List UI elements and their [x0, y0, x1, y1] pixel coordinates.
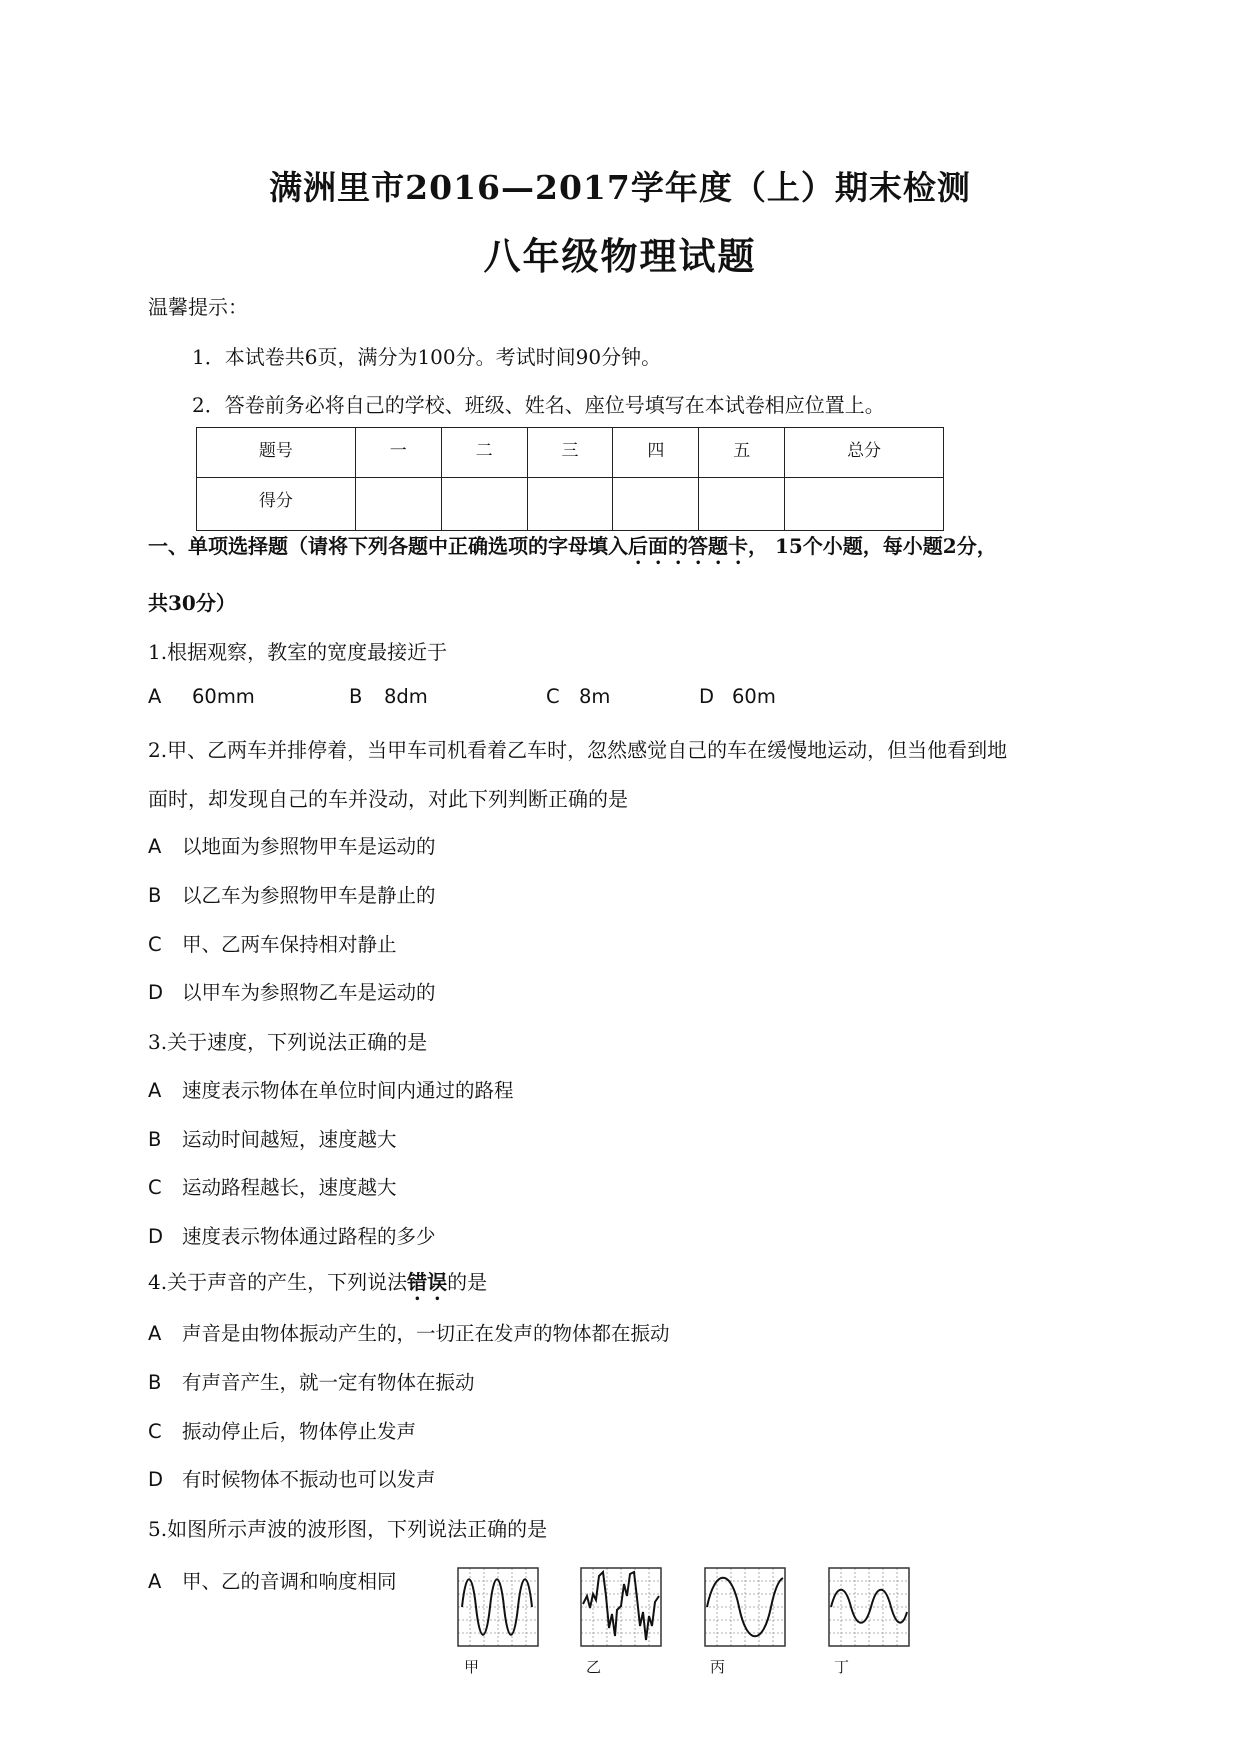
- option-text: 有时候物体不振动也可以发声: [182, 1468, 436, 1491]
- section1-heading-part2: ， 15个小题，每小题2分，: [748, 534, 997, 558]
- score-table-score-row: [197, 478, 944, 531]
- score-cell: 总分: [785, 428, 944, 478]
- option-text: 运动时间越短，速度越大: [182, 1128, 397, 1151]
- option-text: 有声音产生，就一定有物体在振动: [182, 1371, 475, 1394]
- question-2-option-d: [148, 977, 436, 1005]
- waveform-label-ding: 丁: [834, 1658, 850, 1676]
- score-entry-cell[interactable]: [441, 478, 527, 531]
- question-3-option-b: [148, 1124, 397, 1152]
- waveform-bing-figure: [703, 1566, 787, 1648]
- waveform-label-yi: 乙: [586, 1658, 602, 1676]
- question-5-stem: 5.如图所示声波的波形图，下列说法正确的是: [148, 1517, 548, 1541]
- question-3-option-a: [148, 1075, 514, 1103]
- option-letter: D: [699, 685, 715, 708]
- score-cell: 得分: [197, 478, 356, 531]
- question-3-option-d: [148, 1221, 436, 1249]
- option-text: 速度表示物体通过路程的多少: [182, 1225, 436, 1248]
- section1-heading-line2: 共30分）: [148, 591, 236, 615]
- waveform-jia-figure: [456, 1566, 540, 1648]
- score-entry-cell[interactable]: [613, 478, 699, 531]
- question-1-options: [148, 685, 848, 715]
- option-letter: B: [148, 1128, 162, 1151]
- exam-title: 满洲里市2016—2017学年度（上）期末检测: [269, 168, 971, 207]
- section1-heading-emphasis: 后面的答题卡: [628, 534, 748, 558]
- score-entry-cell[interactable]: [527, 478, 613, 531]
- score-cell: 四: [613, 428, 699, 478]
- question-4-option-c: [148, 1416, 416, 1444]
- question-4-stem: [148, 1266, 487, 1305]
- waveform-label-jia: 甲: [464, 1658, 480, 1676]
- score-cell: 三: [527, 428, 613, 478]
- option-letter: C: [148, 1420, 162, 1443]
- option-text: 以甲车为参照物乙车是运动的: [182, 981, 436, 1004]
- tips-heading: 温馨提示：: [148, 295, 248, 319]
- question-5-option-a: [148, 1566, 397, 1594]
- score-cell: 一: [355, 428, 441, 478]
- question-2-stem-line2: 面时，却发现自己的车并没动，对此下列判断正确的是: [148, 787, 628, 811]
- option-letter: A: [148, 835, 162, 858]
- waveform-label-bing: 丙: [710, 1658, 726, 1676]
- option-text: 以乙车为参照物甲车是静止的: [182, 884, 436, 907]
- option-letter: D: [148, 1468, 164, 1491]
- option-text: 运动路程越长，速度越大: [182, 1176, 397, 1199]
- option-letter: C: [148, 933, 162, 956]
- question-2-option-b: [148, 880, 436, 908]
- exam-subtitle: 八年级物理试题: [483, 234, 757, 278]
- option-letter: B: [148, 884, 162, 907]
- score-entry-cell[interactable]: [699, 478, 785, 531]
- option-letter: D: [148, 981, 164, 1004]
- question-3-option-c: [148, 1172, 397, 1200]
- question-3-stem: 3.关于速度，下列说法正确的是: [148, 1030, 428, 1054]
- waveform-ding-figure: [827, 1566, 911, 1648]
- score-cell: 二: [441, 428, 527, 478]
- score-table: [196, 427, 944, 531]
- option-letter: A: [148, 1570, 162, 1593]
- option-text: 声音是由物体振动产生的，一切正在发声的物体都在振动: [182, 1322, 670, 1345]
- option-letter: C: [148, 1176, 162, 1199]
- option-letter: A: [148, 1322, 162, 1345]
- option-text: 振动停止后，物体停止发声: [182, 1420, 417, 1443]
- score-table-header-row: [197, 428, 944, 478]
- option-text: 甲、乙的音调和响度相同: [182, 1570, 397, 1593]
- score-cell: 五: [699, 428, 785, 478]
- option-letter: A: [148, 685, 162, 708]
- score-entry-cell[interactable]: [355, 478, 441, 531]
- option-text: 60m: [732, 685, 776, 708]
- option-letter: A: [148, 1079, 162, 1102]
- score-entry-cell[interactable]: [785, 478, 944, 531]
- section1-heading: [148, 530, 997, 569]
- tip-item-1: 1．本试卷共6页，满分为100分。考试时间90分钟。: [192, 345, 662, 369]
- question-4-stem-part1: 4.关于声音的产生，下列说法: [148, 1270, 408, 1294]
- option-text: 8dm: [384, 685, 428, 708]
- question-4-option-b: [148, 1367, 475, 1395]
- question-2-stem-line1: 2.甲、乙两车并排停着，当甲车司机看着乙车时，忽然感觉自己的车在缓慢地运动，但当他看到地: [148, 738, 1008, 762]
- score-cell: 题号: [197, 428, 356, 478]
- question-4-option-a: [148, 1318, 670, 1346]
- option-text: 甲、乙两车保持相对静止: [182, 933, 397, 956]
- question-4-option-d: [148, 1464, 436, 1492]
- waveform-yi-figure: [579, 1566, 663, 1648]
- option-letter: D: [148, 1225, 164, 1248]
- option-text: 60mm: [192, 685, 255, 708]
- option-text: 以地面为参照物甲车是运动的: [182, 835, 436, 858]
- tip-item-2: 2．答卷前务必将自己的学校、班级、姓名、座位号填写在本试卷相应位置上。: [192, 393, 885, 417]
- section1-heading-part1: 一、单项选择题（请将下列各题中正确选项的字母填入: [148, 534, 628, 558]
- option-letter: C: [546, 685, 560, 708]
- question-2-option-c: [148, 929, 397, 957]
- question-1-stem: 1.根据观察，教室的宽度最接近于: [148, 640, 448, 664]
- option-text: 8m: [579, 685, 611, 708]
- question-2-option-a: [148, 831, 436, 859]
- question-4-stem-emphasis: 错误: [407, 1270, 448, 1294]
- option-letter: B: [148, 1371, 162, 1394]
- question-4-stem-part2: 的是: [447, 1270, 488, 1294]
- option-letter: B: [349, 685, 363, 708]
- option-text: 速度表示物体在单位时间内通过的路程: [182, 1079, 514, 1102]
